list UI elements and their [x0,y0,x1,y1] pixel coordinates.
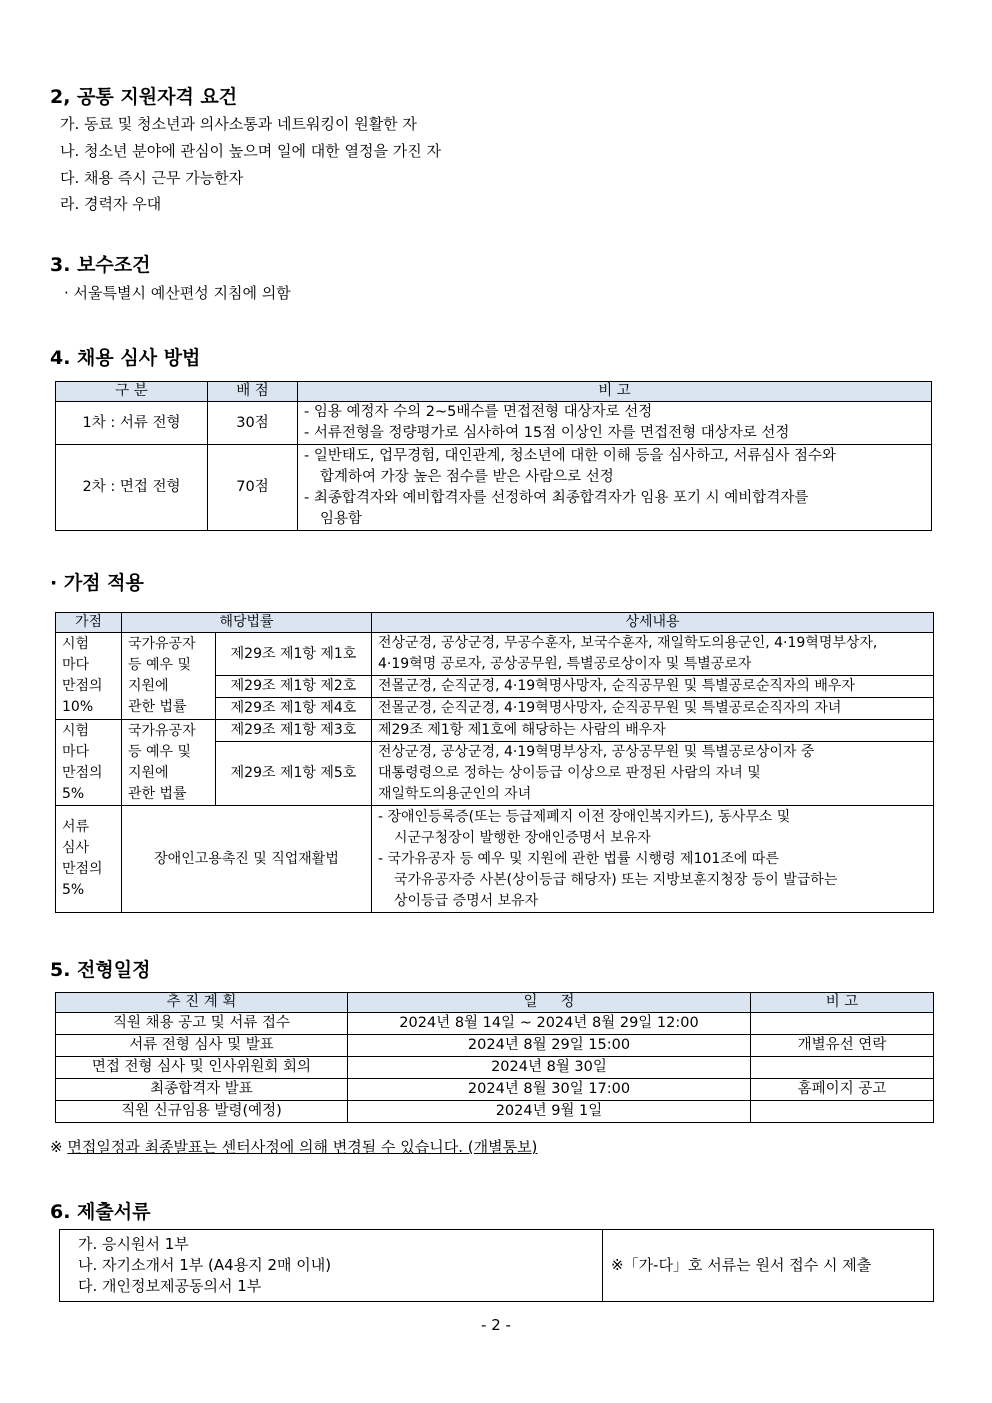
bonus-header-points: 가점 [56,613,122,633]
cell-line: 재일학도의용군인의 자녀 [378,786,532,802]
table-row [56,402,932,445]
detail-1 [372,633,934,676]
page-number: - 2 - [481,1316,511,1334]
cell-line: 시군구청장이 발행한 장애인증명서 보유자 [394,829,651,846]
schedule-remark: 홈페이지 공고 [751,1079,934,1101]
documents-table [59,1229,934,1302]
schedule-header-plan: 추 진 계 획 [56,993,348,1013]
bonus-header-law: 해당법률 [122,613,372,633]
screening-table [55,381,932,531]
schedule-table [55,992,934,1123]
table-row [56,1101,934,1123]
cell-line: 서류 [62,819,90,835]
note-line: - 임용 예정자 수의 2~5배수를 면접전형 대상자로 선정 [304,404,653,420]
cell-line: 지원에 [128,678,169,694]
schedule-date: 2024년 8월 14일 ~ 2024년 8월 29일 12:00 [348,1013,751,1035]
document-item: 가. 응시원서 1부 [78,1235,189,1253]
note-line: - 최종합격자와 예비합격자를 선정하여 최종합격자가 임용 포기 시 예비합격자를 [304,489,809,506]
cell-line: 5% [62,785,85,802]
article-2: 제29조 제1항 제2호 [216,676,372,698]
cell-line: 만점의 [62,861,103,877]
bonus-law-1 [122,633,216,720]
cell-line: 10% [62,699,94,715]
table-row [56,445,932,531]
qualification-item-4: 라. 경력자 우대 [60,195,162,213]
cell-line: - 장애인등록증(또는 등급제폐지 이전 장애인복지카드), 동사무소 및 [378,808,791,825]
cell-line: 시험 [62,722,90,739]
table-row [56,1035,934,1057]
cell-line: 마다 [62,657,90,673]
detail-6 [372,806,934,913]
schedule-date: 2024년 8월 30일 [348,1057,751,1079]
schedule-plan: 서류 전형 심사 및 발표 [56,1035,348,1057]
note-line: - 일반태도, 업무경험, 대인관계, 청소년에 대한 이해 등을 심사하고, 서류심사 점수와 [304,447,836,464]
note-line: 임용함 [320,510,363,527]
note-line: - 서류전형을 정량평가로 심사하여 15점 이상인 자를 면접전형 대상자로 선정 [304,425,790,441]
qualification-item-3: 다. 채용 즉시 근무 가능한자 [60,169,244,187]
bonus-header-details: 상세내용 [372,613,934,633]
bonus-law-2 [122,720,216,806]
section-5-title: 5. 전형일정 [50,959,151,981]
schedule-remark [751,1013,934,1035]
schedule-remark: 개별유선 연락 [751,1035,934,1057]
cell-line: 만점의 [62,764,103,781]
table-row [56,1079,934,1101]
bonus-table [55,612,934,913]
schedule-remark [751,1057,934,1079]
cell-line: 등 예우 및 [128,657,191,673]
section-6-title: 6. 제출서류 [50,1201,151,1223]
screening-header-category: 구 분 [56,382,208,402]
note-mark: ※ [50,1138,68,1156]
schedule-plan: 직원 채용 공고 및 서류 접수 [56,1013,348,1035]
table-row [56,806,934,913]
table-row [56,720,934,742]
bonus-group-5pct [56,720,122,806]
stage-1-notes [298,402,932,445]
cell-line: 등 예우 및 [128,743,191,760]
article-5: 제29조 제1항 제5호 [216,742,372,806]
schedule-note [50,1136,537,1157]
cell-line: 관한 법률 [128,785,187,802]
schedule-remark [751,1101,934,1123]
stage-1-score: 30점 [208,402,298,445]
schedule-date: 2024년 8월 30일 17:00 [348,1079,751,1101]
bonus-group-10pct [56,633,122,720]
section-2-title: 2, 공통 지원자격 요건 [50,86,238,108]
stage-1: 1차 : 서류 전형 [56,402,208,445]
schedule-date: 2024년 8월 29일 15:00 [348,1035,751,1057]
cell-line: 마다 [62,743,90,760]
schedule-plan: 최종합격자 발표 [56,1079,348,1101]
screening-header-score: 배 점 [208,382,298,402]
note-text: 면접일정과 최종발표는 센터사정에 의해 변경될 수 있습니다. (개별통보) [67,1138,538,1156]
note-line: 합계하여 가장 높은 점수를 받은 사람으로 선정 [320,468,614,485]
section-4-title: 4. 채용 심사 방법 [50,347,201,369]
stage-2-notes [298,445,932,531]
cell-line: - 국가유공자 등 예우 및 지원에 관한 법률 시행령 제101조에 따른 [378,850,779,867]
detail-3: 제29조 제1항 제1호에 해당하는 사람의 배우자 [372,720,934,742]
cell-line: 5% [62,882,85,898]
article-1: 제29조 제1항 제1호 [216,633,372,676]
table-row [56,1057,934,1079]
cell-line: 전상군경, 공상군경, 4·19혁명부상자, 공상공무원 및 특별공로상이자 중 [378,744,815,760]
cell-line: 국가유공자증 사본(상이등급 해당자) 또는 지방보훈지청장 등이 발급하는 [394,871,838,888]
stage-2-score: 70점 [208,445,298,531]
cell-line: 시험 [62,636,90,652]
cell-line: 심사 [62,840,90,856]
cell-line: 관한 법률 [128,699,187,715]
cell-line: 4·19혁명 공로자, 공상공무원, 특별공로상이자 및 특별공로자 [378,656,752,672]
detail-4: 전몰군경, 순직군경, 4·19혁명사망자, 순직공무원 및 특별공로순직자의 자녀 [372,698,934,720]
bonus-law-3: 장애인고용촉진 및 직업재활법 [122,806,372,913]
stage-2: 2차 : 면접 전형 [56,445,208,531]
detail-5 [372,742,934,806]
table-row [56,1013,934,1035]
schedule-plan: 면접 전형 심사 및 인사위원회 회의 [56,1057,348,1079]
bonus-group-document [56,806,122,913]
section-3-title: 3. 보수조건 [50,254,151,276]
cell-line: 국가유공자 [128,636,196,652]
documents-list [60,1230,603,1302]
documents-remark: ※「가-다」호 서류는 원서 접수 시 제출 [603,1230,934,1302]
cell-line: 상이등급 증명서 보유자 [394,892,539,909]
cell-line: 만점의 [62,678,103,694]
document-item: 다. 개인정보제공동의서 1부 [78,1277,262,1295]
article-4: 제29조 제1항 제4호 [216,698,372,720]
cell-line: 전상군경, 공상군경, 무공수훈자, 보국수훈자, 재일학도의용군인, 4·19혁명부상자, [378,635,878,651]
schedule-plan: 직원 신규임용 발령(예정) [56,1101,348,1123]
schedule-header-date: 일 정 [348,993,751,1013]
article-3: 제29조 제1항 제3호 [216,720,372,742]
cell-line: 국가유공자 [128,722,196,739]
detail-2: 전몰군경, 순직군경, 4·19혁명사망자, 순직공무원 및 특별공로순직자의 배우자 [372,676,934,698]
screening-header-remarks: 비 고 [298,382,932,402]
cell-line: 지원에 [128,764,169,781]
document-item: 나. 자기소개서 1부 (A4용지 2매 이내) [78,1256,332,1274]
salary-item: · 서울특별시 예산편성 지침에 의함 [64,284,291,302]
cell-line: 대통령령으로 정하는 상이등급 이상으로 판정된 사람의 자녀 및 [378,765,761,781]
qualification-item-2: 나. 청소년 분야에 관심이 높으며 일에 대한 열정을 가진 자 [60,142,441,160]
schedule-date: 2024년 9월 1일 [348,1101,751,1123]
qualification-item-1: 가. 동료 및 청소년과 의사소통과 네트워킹이 원활한 자 [60,115,417,133]
table-row [56,633,934,676]
bonus-title: · 가점 적용 [50,572,144,594]
schedule-header-remarks: 비 고 [751,993,934,1013]
